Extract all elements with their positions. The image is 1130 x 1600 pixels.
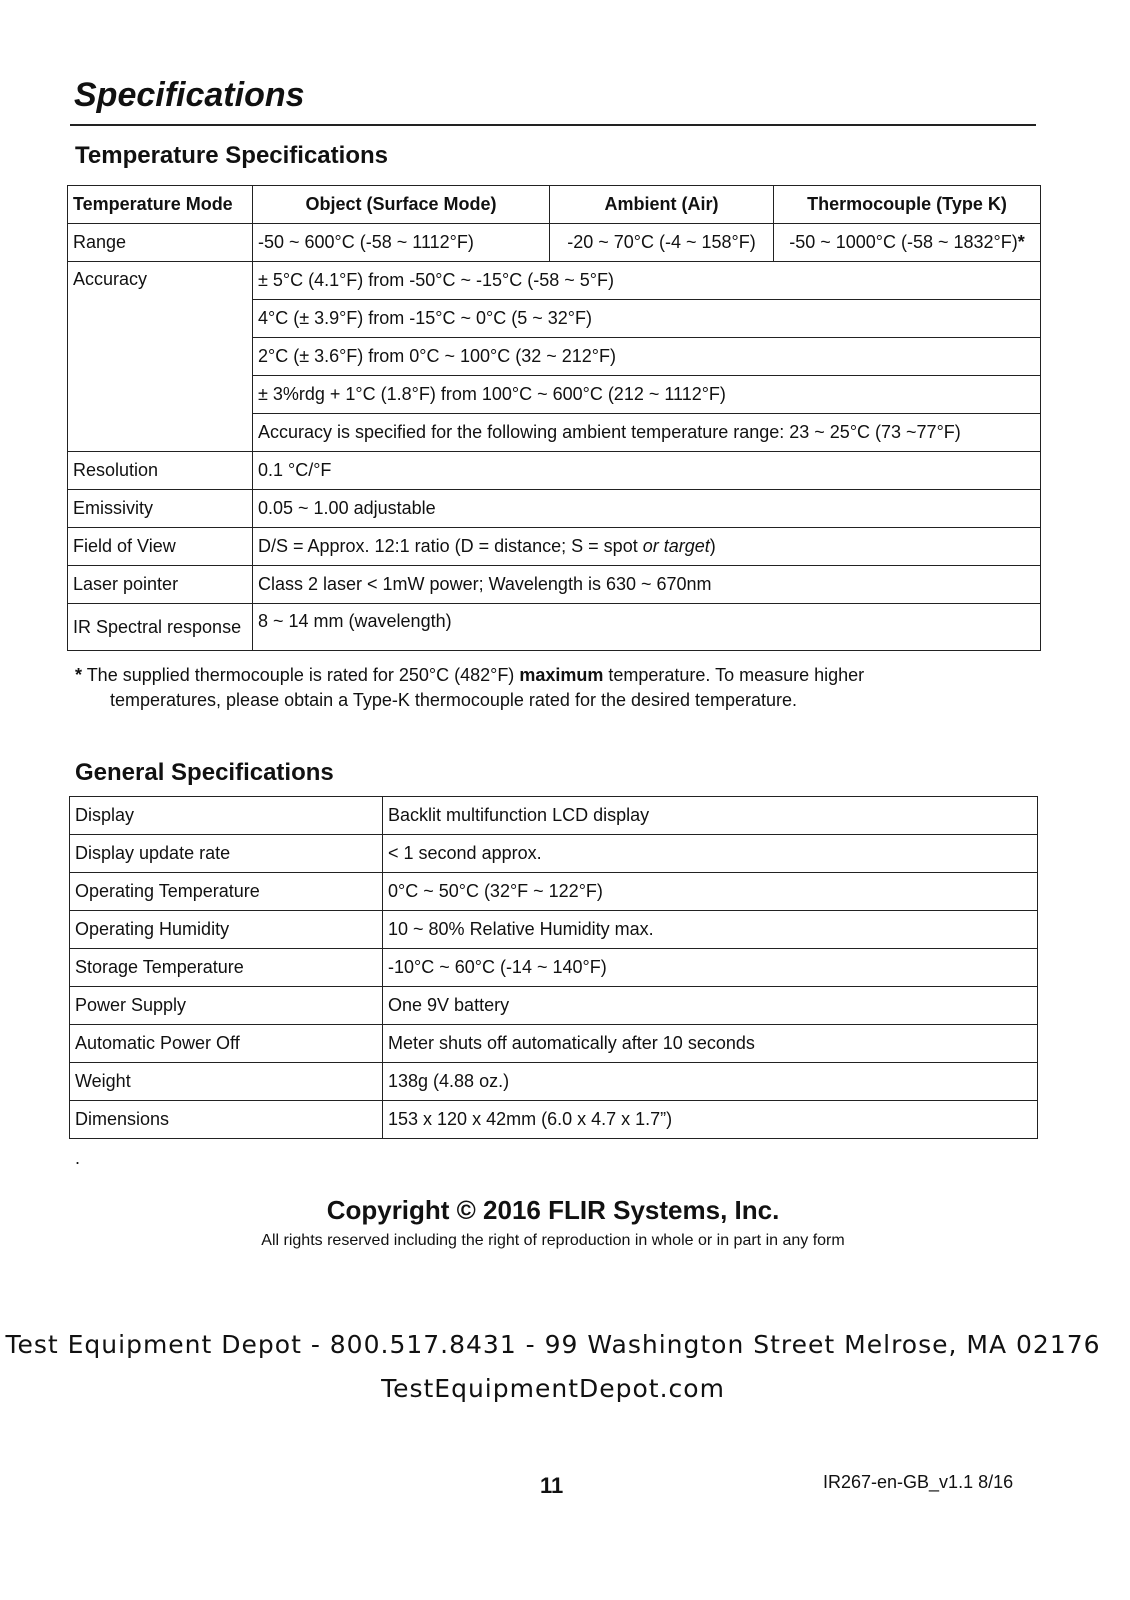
row-value: Backlit multifunction LCD display xyxy=(383,797,1038,835)
row-label: Emissivity xyxy=(68,490,253,528)
distributor-contact-line: Test Equipment Depot - 800.517.8431 - 99 Washington Street Melrose, MA 02176 xyxy=(5,1330,1101,1359)
row-label: Range xyxy=(68,224,253,262)
row-value: Meter shuts off automatically after 10 seconds xyxy=(383,1025,1038,1063)
fov-italic-text: or target xyxy=(642,536,710,556)
row-label: Display update rate xyxy=(70,835,383,873)
thermocouple-footnote xyxy=(75,663,975,713)
footnote-line-2: temperatures, please obtain a Type-K thermocouple rated for the desired temperature. xyxy=(110,690,798,710)
title-rule xyxy=(70,124,1036,126)
row-value: -10°C ~ 60°C (-14 ~ 140°F) xyxy=(383,949,1038,987)
row-value: One 9V battery xyxy=(383,987,1038,1025)
range-object: -50 ~ 600°C (-58 ~ 1112°F) xyxy=(253,224,550,262)
row-label: Resolution xyxy=(68,452,253,490)
range-thermocouple: -50 ~ 1000°C (-58 ~ 1832°F) xyxy=(789,232,1018,252)
temperature-specs-table xyxy=(67,185,1041,651)
row-value: 0.1 °C/°F xyxy=(253,452,1041,490)
accuracy-value: 2°C (± 3.6°F) from 0°C ~ 100°C (32 ~ 212°F) xyxy=(253,338,1041,376)
table-row xyxy=(70,1025,1038,1063)
rights-notice: All rights reserved including the right of reproduction in whole or in part in any form xyxy=(261,1232,845,1249)
column-header: Object (Surface Mode) xyxy=(253,186,550,224)
row-label: Storage Temperature xyxy=(70,949,383,987)
footnote-marker: * xyxy=(1017,232,1025,252)
row-label: Field of View xyxy=(68,528,253,566)
table-row xyxy=(68,528,1041,566)
table-row xyxy=(68,490,1041,528)
table-row xyxy=(70,873,1038,911)
table-row xyxy=(68,262,1041,300)
row-label: Weight xyxy=(70,1063,383,1101)
row-value: 8 ~ 14 mm (wavelength) xyxy=(253,604,1041,651)
row-label: Power Supply xyxy=(70,987,383,1025)
accuracy-note: Accuracy is specified for the following ambient temperature range: 23 ~ 25°C (73 ~77°F) xyxy=(253,414,1041,452)
table-row xyxy=(70,835,1038,873)
table-row xyxy=(68,566,1041,604)
page-number: 11 xyxy=(540,1473,564,1498)
row-value: 10 ~ 80% Relative Humidity max. xyxy=(383,911,1038,949)
copyright-notice: Copyright © 2016 FLIR Systems, Inc. xyxy=(326,1195,780,1225)
table-row xyxy=(68,224,1041,262)
row-value: 153 x 120 x 42mm (6.0 x 4.7 x 1.7”) xyxy=(383,1101,1038,1139)
row-value: 0.05 ~ 1.00 adjustable xyxy=(253,490,1041,528)
row-label: Operating Temperature xyxy=(70,873,383,911)
field-of-view-value xyxy=(253,528,1041,566)
footnote-star: * xyxy=(75,665,83,685)
row-label: Dimensions xyxy=(70,1101,383,1139)
column-header: Thermocouple (Type K) xyxy=(774,186,1041,224)
row-label: Accuracy xyxy=(68,262,253,452)
row-label: Display xyxy=(70,797,383,835)
accuracy-value: 4°C (± 3.9°F) from -15°C ~ 0°C (5 ~ 32°F) xyxy=(253,300,1041,338)
row-label: Operating Humidity xyxy=(70,911,383,949)
table-row xyxy=(70,1063,1038,1101)
row-value: Class 2 laser < 1mW power; Wavelength is 630 ~ 670nm xyxy=(253,566,1041,604)
table-row xyxy=(70,911,1038,949)
row-value: 0°C ~ 50°C (32°F ~ 122°F) xyxy=(383,873,1038,911)
fov-text: D/S = Approx. 12:1 ratio (D = distance; S = spot xyxy=(258,536,643,556)
table-row xyxy=(68,604,1041,651)
general-specs-table xyxy=(69,796,1038,1139)
accuracy-value: ± 3%rdg + 1°C (1.8°F) from 100°C ~ 600°C (212 ~ 1112°F) xyxy=(253,376,1041,414)
row-label: IR Spectral response xyxy=(68,604,253,651)
general-specs-heading: General Specifications xyxy=(75,759,334,786)
row-label: Automatic Power Off xyxy=(70,1025,383,1063)
page-title: Specifications xyxy=(74,76,305,114)
range-ambient: -20 ~ 70°C (-4 ~ 158°F) xyxy=(550,224,774,262)
table-row xyxy=(68,452,1041,490)
stray-dot: . xyxy=(75,1148,81,1168)
column-header: Ambient (Air) xyxy=(550,186,774,224)
document-code: IR267-en-GB_v1.1 8/16 xyxy=(823,1472,1014,1492)
accuracy-value: ± 5°C (4.1°F) from -50°C ~ -15°C (-58 ~ 5°F) xyxy=(253,262,1041,300)
table-row xyxy=(70,797,1038,835)
row-value: 138g (4.88 oz.) xyxy=(383,1063,1038,1101)
column-header: Temperature Mode xyxy=(68,186,253,224)
temperature-specs-heading: Temperature Specifications xyxy=(75,142,388,169)
footnote-bold: maximum xyxy=(519,665,604,685)
footnote-text-end: temperature. To measure higher xyxy=(603,665,865,685)
table-header-row xyxy=(68,186,1041,224)
table-row xyxy=(70,987,1038,1025)
fov-text-end: ) xyxy=(709,536,716,556)
row-label: Laser pointer xyxy=(68,566,253,604)
footnote-text: The supplied thermocouple is rated for 250°C (482°F) xyxy=(82,665,520,685)
range-thermocouple-cell xyxy=(774,224,1041,262)
row-value: < 1 second approx. xyxy=(383,835,1038,873)
table-row xyxy=(70,1101,1038,1139)
distributor-website: TestEquipmentDepot.com xyxy=(381,1374,725,1403)
table-row xyxy=(70,949,1038,987)
